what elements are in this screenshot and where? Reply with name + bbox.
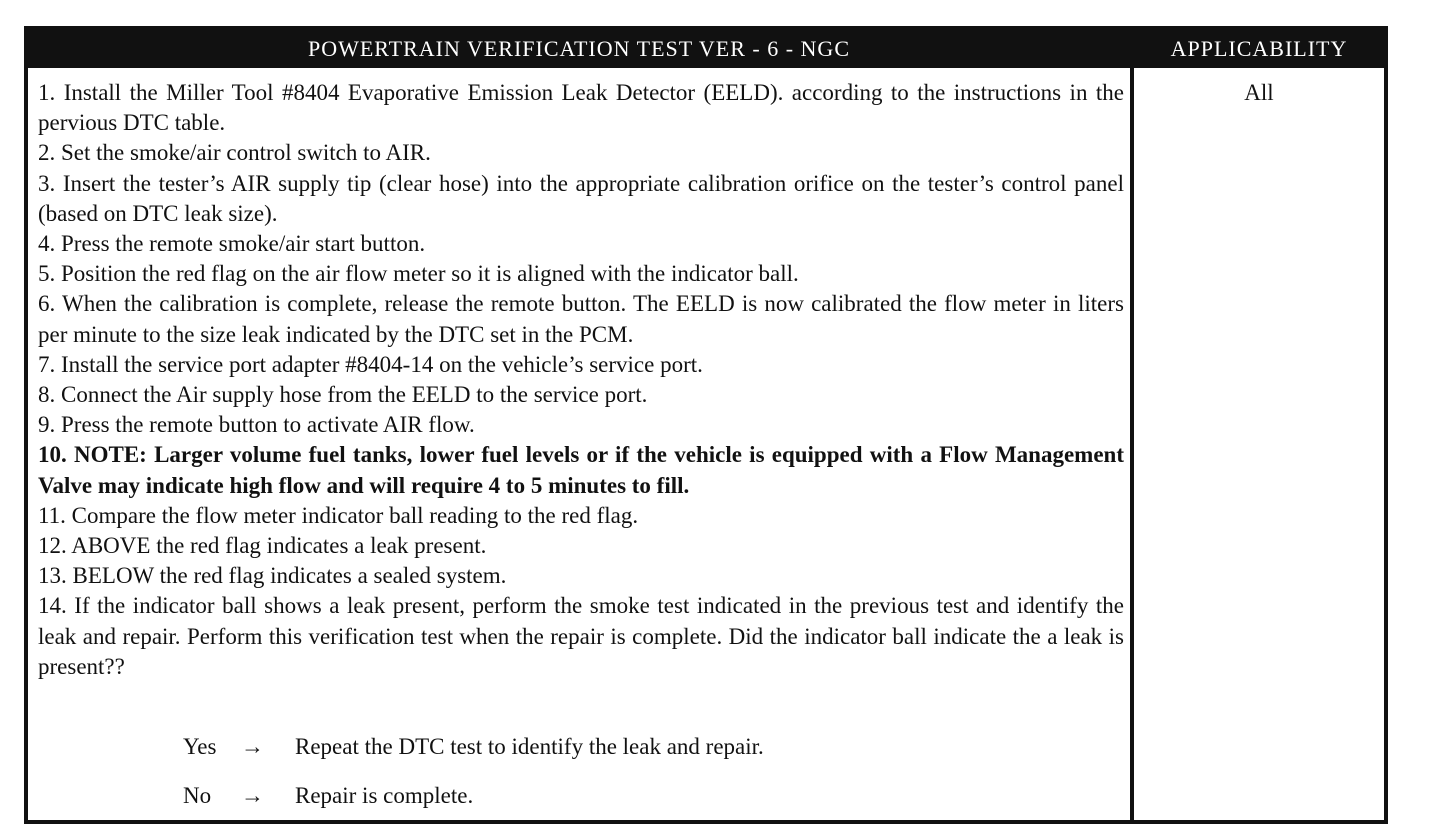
yes-label: Yes — [183, 734, 217, 759]
step-6: 6. When the calibration is complete, release the remote button. The EELD is now calibrated the flow meter in liters per minute to the size leak indicated by the DTC set in the PCM. — [38, 291, 1124, 347]
table-header-row — [28, 30, 1384, 68]
step-8: 8. Connect the Air supply hose from the EELD to the service port. — [38, 382, 648, 408]
step-9: 9. Press the remote button to activate AIR flow. — [38, 412, 475, 438]
step-1: 1. Install the Miller Tool #8404 Evaporative Emission Leak Detector (EELD). according to the instructions in the pervious DTC table. — [38, 80, 1124, 136]
right-arrow-icon: → — [241, 734, 264, 759]
step-5: 5. Position the red flag on the air flow meter so it is aligned with the indicator ball. — [38, 261, 799, 287]
right-arrow-icon: → — [241, 783, 264, 808]
no-label: No — [183, 783, 212, 808]
table-title: POWERTRAIN VERIFICATION TEST VER - 6 - NGC — [307, 36, 850, 61]
step-13: 13. BELOW the red flag indicates a sealed system. — [38, 563, 507, 589]
step-10-note: 10. NOTE: Larger volume fuel tanks, lower fuel levels or if the vehicle is equipped with a Flow Management Valve may indicate high flow and will require 4 to 5 minutes to fill. — [38, 442, 1124, 498]
step-7: 7. Install the service port adapter #8404-14 on the vehicle’s service port. — [38, 351, 703, 377]
applicability-header: APPLICABILITY — [1170, 36, 1348, 61]
step-3: 3. Insert the tester’s AIR supply tip (clear hose) into the appropriate calibration orifice on the tester’s control panel (based on DTC leak size). — [38, 170, 1124, 226]
procedure-steps — [38, 78, 1124, 682]
no-action: Repair is complete. — [295, 783, 474, 808]
step-4: 4. Press the remote smoke/air start button. — [38, 231, 426, 257]
yes-action: Repeat the DTC test to identify the leak and repair. — [295, 734, 764, 759]
step-14: 14. If the indicator ball shows a leak present, perform the smoke test indicated in the previous test and identify the leak and repair. Perform this verification test when the repair is complete. Did the indicator ball indicate the a leak is present?? — [38, 593, 1124, 679]
step-2: 2. Set the smoke/air control switch to AIR. — [38, 140, 431, 166]
step-12: 12. ABOVE the red flag indicates a leak present. — [38, 533, 487, 559]
answer-no — [183, 781, 473, 811]
verification-test-table — [24, 26, 1388, 824]
applicability-value: All — [1244, 80, 1274, 105]
column-divider — [1130, 30, 1134, 820]
answer-yes — [183, 732, 764, 762]
step-11: 11. Compare the flow meter indicator ball reading to the red flag. — [38, 502, 639, 528]
